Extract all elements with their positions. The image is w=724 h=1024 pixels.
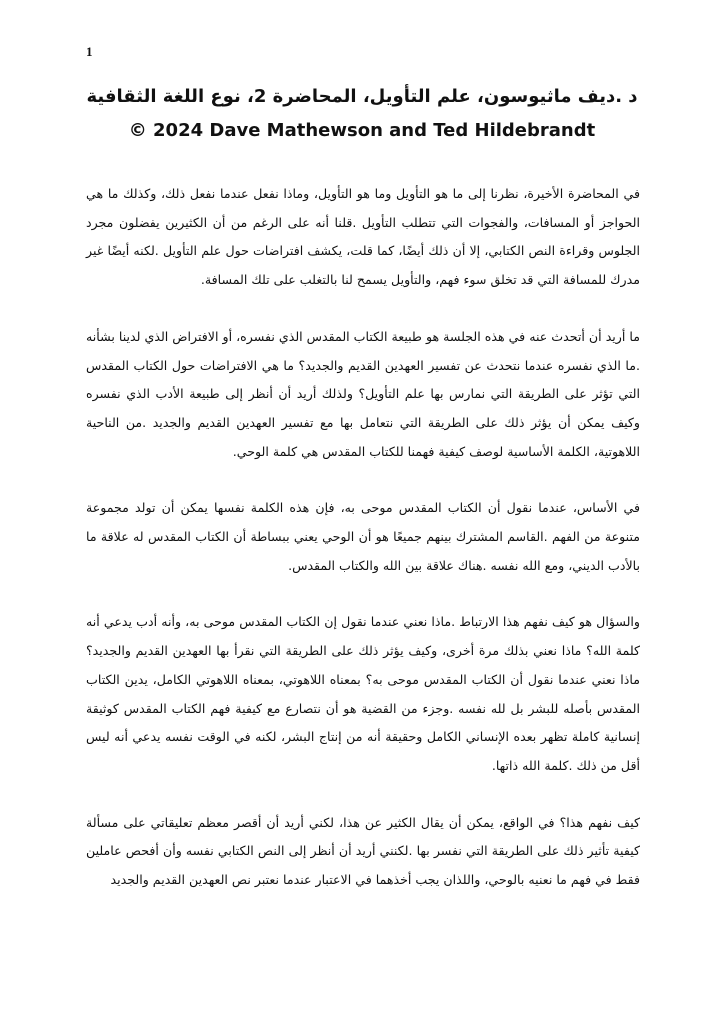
paragraph-3: في الأساس، عندما نقول أن الكتاب المقدس موحى به، فإن هذه الكلمة نفسها يمكن أن تولد مجموعة متنوعة من الفهم .القاسم المشترك بينهم جميعًا هو أن الوحي يعني ببساطة أن الكتاب المقدس له علاقة ما بالأدب الديني، ومع الله نفسه .هناك علاقة بين الله والكتاب المقدس. xyxy=(86,500,640,573)
paragraph-4: والسؤال هو كيف نفهم هذا الارتباط .ماذا نعني عندما نقول إن الكتاب المقدس موحى به، وأنه أدب يدعي أنه كلمة الله؟ ماذا نعني بذلك مرة أخرى، وكيف يؤثر ذلك على الطريقة التي نقرأ بها العهدين القديم والجديد؟ ماذا نعني عندما نقول أن الكتاب المقدس موحى به؟ بمعناه اللاهوتي، بمعناه اللاهوتي الكامل، يدين الكتاب المقدس بأصله للبشر بل لله نفسه .وجزء من القضية هو أن نتصارع مع كيفية فهم الكتاب المقدس كوثيقة إنسانية كاملة تظهر بعده الإنساني الكامل وحقيقة أنه من إنتاج البشر، لكنه في الوقت نفسه يدعي أنه ليس أقل من ذلك .كلمة الله ذاتها. xyxy=(86,614,640,773)
document-title-arabic: د .ديف ماثيوسون، علم التأويل، المحاضرة 2، نوع اللغة الثقافية xyxy=(86,86,638,107)
document-body xyxy=(86,180,640,923)
copyright-line: © 2024 Dave Mathewson and Ted Hildebrandt xyxy=(128,120,596,141)
paragraph-1: في المحاضرة الأخيرة، نظرنا إلى ما هو التأويل وما هو التأويل، وماذا نفعل عندما نفعل ذلك، وكذلك ما هي الحواجز أو المسافات، والفجوات التي تتطلب التأويل .قلنا أنه على الرغم من أن الكثيرين يفضلون مجرد الجلوس وقراءة النص الكتابي، إلا أن ذلك أيضًا، كما قلت، يكشف افتراضات حول علم التأويل .لكنه أيضًا غير مدرك للمسافة التي قد تخلق سوء فهم، والتأويل يسمح لنا بالتغلب على تلك المسافة. xyxy=(86,186,640,288)
paragraph-5: كيف نفهم هذا؟ في الواقع، يمكن أن يقال الكثير عن هذا، لكني أريد أن أقصر معظم تعليقاتي على مسألة كيفية تأثير ذلك على الطريقة التي نفسر بها .لكنني أريد أن أنظر إلى النص الكتابي نفسه وأن أفحص عاملين فقط في فهم ما نعنيه بالوحي، واللذان يجب أخذهما في الاعتبار عندما نعتبر نص العهدين القديم والجديد xyxy=(86,814,640,888)
page-number: 1 xyxy=(86,44,93,59)
paragraph-2: ما أريد أن أتحدث عنه في هذه الجلسة هو طبيعة الكتاب المقدس الذي نفسره، أو الافتراض الذي لدينا بشأنه .ما الذي نفسره عندما نتحدث عن تفسير العهدين القديم والجديد؟ ما هي الافتراضات حول الكتاب المقدس التي تؤثر على الطريقة التي نمارس بها علم التأويل؟ ولذلك أريد أن أنظر إلى طبيعة الأدب الذي نفسره وكيف يمكن أن يؤثر ذلك على الطريقة التي نتعامل بها مع تفسير العهدين القديم والجديد .من الناحية اللاهوتية، الكلمة الأساسية لوصف كيفية فهمنا للكتاب المقدس هي كلمة الوحي. xyxy=(86,328,640,459)
